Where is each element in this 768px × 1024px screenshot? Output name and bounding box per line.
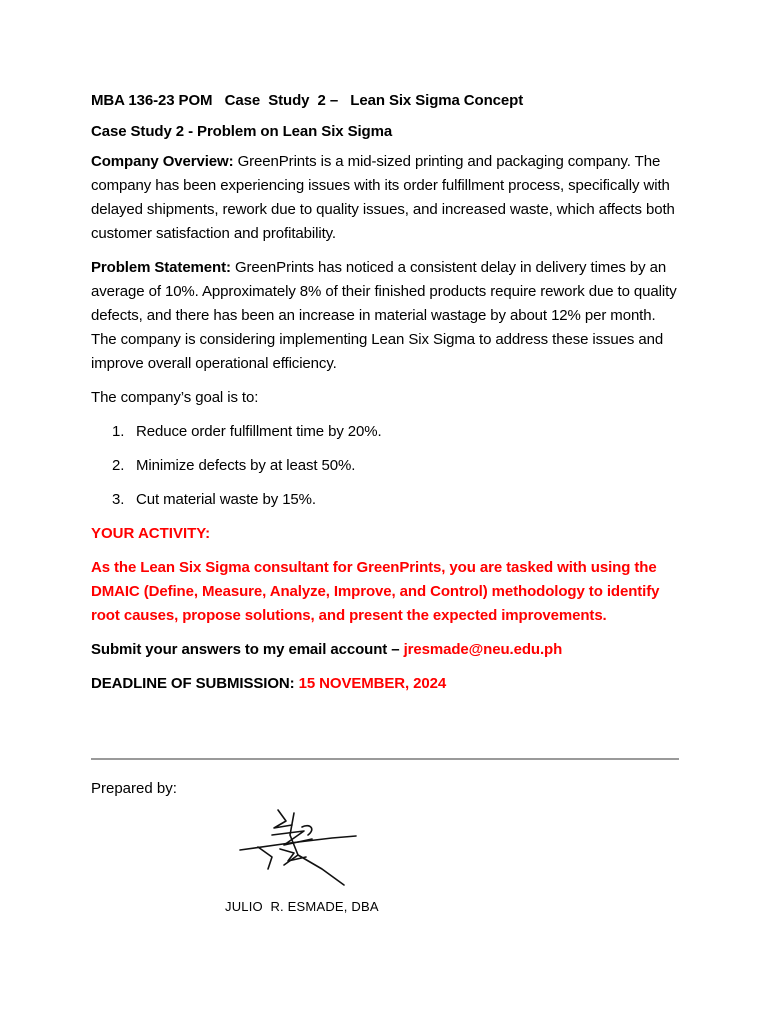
goal-list <box>91 420 681 512</box>
goal-list-item <box>91 488 681 512</box>
deadline-label: DEADLINE OF SUBMISSION: <box>91 675 299 692</box>
deadline-date: 15 NOVEMBER, 2024 <box>298 675 447 692</box>
goal-number: 2. <box>112 457 125 474</box>
submit-email-link[interactable]: jresmade@neu.edu.ph <box>403 641 563 658</box>
goal-number: 1. <box>112 423 125 440</box>
goal-text: Minimize defects by at least 50%. <box>136 457 356 474</box>
goal-intro: The company’s goal is to: <box>91 389 259 406</box>
horizontal-divider <box>91 758 679 760</box>
activity-heading: YOUR ACTIVITY: <box>91 525 211 542</box>
goal-text: Cut material waste by 15%. <box>136 491 316 508</box>
prepared-by-label: Prepared by: <box>91 780 177 797</box>
document-subtitle: Case Study 2 - Problem on Lean Six Sigma <box>91 123 393 140</box>
problem-text: GreenPrints has noticed a consistent delay in delivery times by an average of 10%. Approximately 8% of their finished products require rework due to quality defects, and there has been an increase in material wastage by about 12% per month. The company is considering implementing Lean Six Sigma to address these issues and improve overall operational efficiency. <box>91 259 677 372</box>
submit-line <box>91 638 681 662</box>
goal-text: Reduce order fulfillment time by 20%. <box>136 423 382 440</box>
signer-name: JULIO R. ESMADE, DBA <box>225 899 379 914</box>
problem-statement-paragraph <box>91 256 681 376</box>
goal-number: 3. <box>112 491 125 508</box>
overview-text: GreenPrints is a mid-sized printing and packaging company. The company has been experiencing issues with its order fulfillment process, specifically with delayed shipments, rework due to quality issues, and increased waste, which affects both customer satisfaction and profitability. <box>91 153 675 242</box>
overview-label: Company Overview: <box>91 153 234 170</box>
goal-list-item <box>91 420 681 444</box>
activity-instructions: As the Lean Six Sigma consultant for GreenPrints, you are tasked with using the DMAIC (Define, Measure, Analyze, Improve, and Control) methodology to identify root causes, propose solutions, and present the expected improvements. <box>91 559 660 624</box>
document-title: MBA 136-23 POM Case Study 2 – Lean Six Sigma Concept <box>91 92 524 109</box>
problem-label: Problem Statement: <box>91 259 231 276</box>
goal-list-item <box>91 454 681 478</box>
submit-label: Submit your answers to my email account – <box>91 641 404 658</box>
document-body <box>91 92 681 706</box>
handwritten-signature-icon <box>232 805 362 895</box>
company-overview-paragraph <box>91 150 681 246</box>
deadline-line <box>91 672 681 696</box>
